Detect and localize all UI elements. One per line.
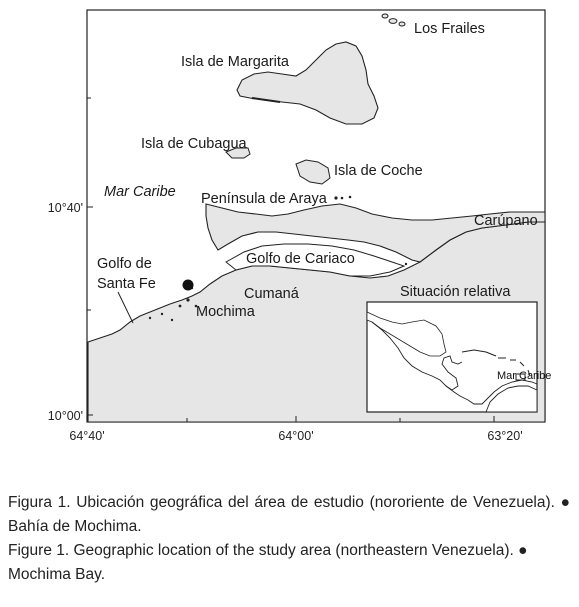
label-golfo-de-santa-fe-2: Santa Fe — [97, 276, 156, 292]
figure-caption — [8, 491, 570, 587]
lon-tick-64-00: 64°00' — [278, 429, 314, 443]
label-golfo-de-santa-fe-1: Golfo de — [97, 256, 152, 272]
label-isla-de-margarita: Isla de Margarita — [181, 54, 289, 70]
label-isla-de-cubagua: Isla de Cubagua — [141, 136, 247, 152]
label-mar-caribe: Mar Caribe — [104, 184, 176, 200]
label-cumana: Cumaná — [244, 286, 299, 302]
lon-tick-64-40: 64°40' — [69, 429, 105, 443]
label-los-frailes: Los Frailes — [414, 21, 485, 37]
label-situacion-relativa: Situación relativa — [400, 284, 511, 300]
inset-map — [367, 302, 551, 412]
lon-tick-63-20: 63°20' — [487, 429, 523, 443]
caption-es-text: Ubicación geográfica del área de estudio (nororiente de Venezuela). ● Bahía de Mochima. — [8, 494, 570, 535]
label-mochima: Mochima — [196, 304, 255, 320]
label-isla-de-coche: Isla de Coche — [334, 163, 423, 179]
caption-es-prefix: Figura 1. — [8, 494, 71, 511]
lat-tick-10-00: 10°00' — [47, 409, 83, 423]
caption-english — [8, 539, 570, 587]
mochima-bay-marker — [183, 280, 194, 291]
caption-en-prefix: Figure 1. — [8, 542, 70, 559]
inset-label-mar-caribe: Mar Caribe — [497, 370, 552, 382]
caption-spanish — [8, 491, 570, 539]
caption-en-text: Geographic location of the study area (northeastern Venezuela). ● Mochima Bay. — [8, 542, 528, 583]
label-golfo-de-cariaco: Golfo de Cariaco — [246, 251, 355, 267]
label-peninsula-de-araya: Península de Araya — [201, 191, 327, 207]
lat-tick-10-40: 10°40' — [47, 201, 83, 215]
label-carupano: Carúpano — [474, 213, 538, 229]
